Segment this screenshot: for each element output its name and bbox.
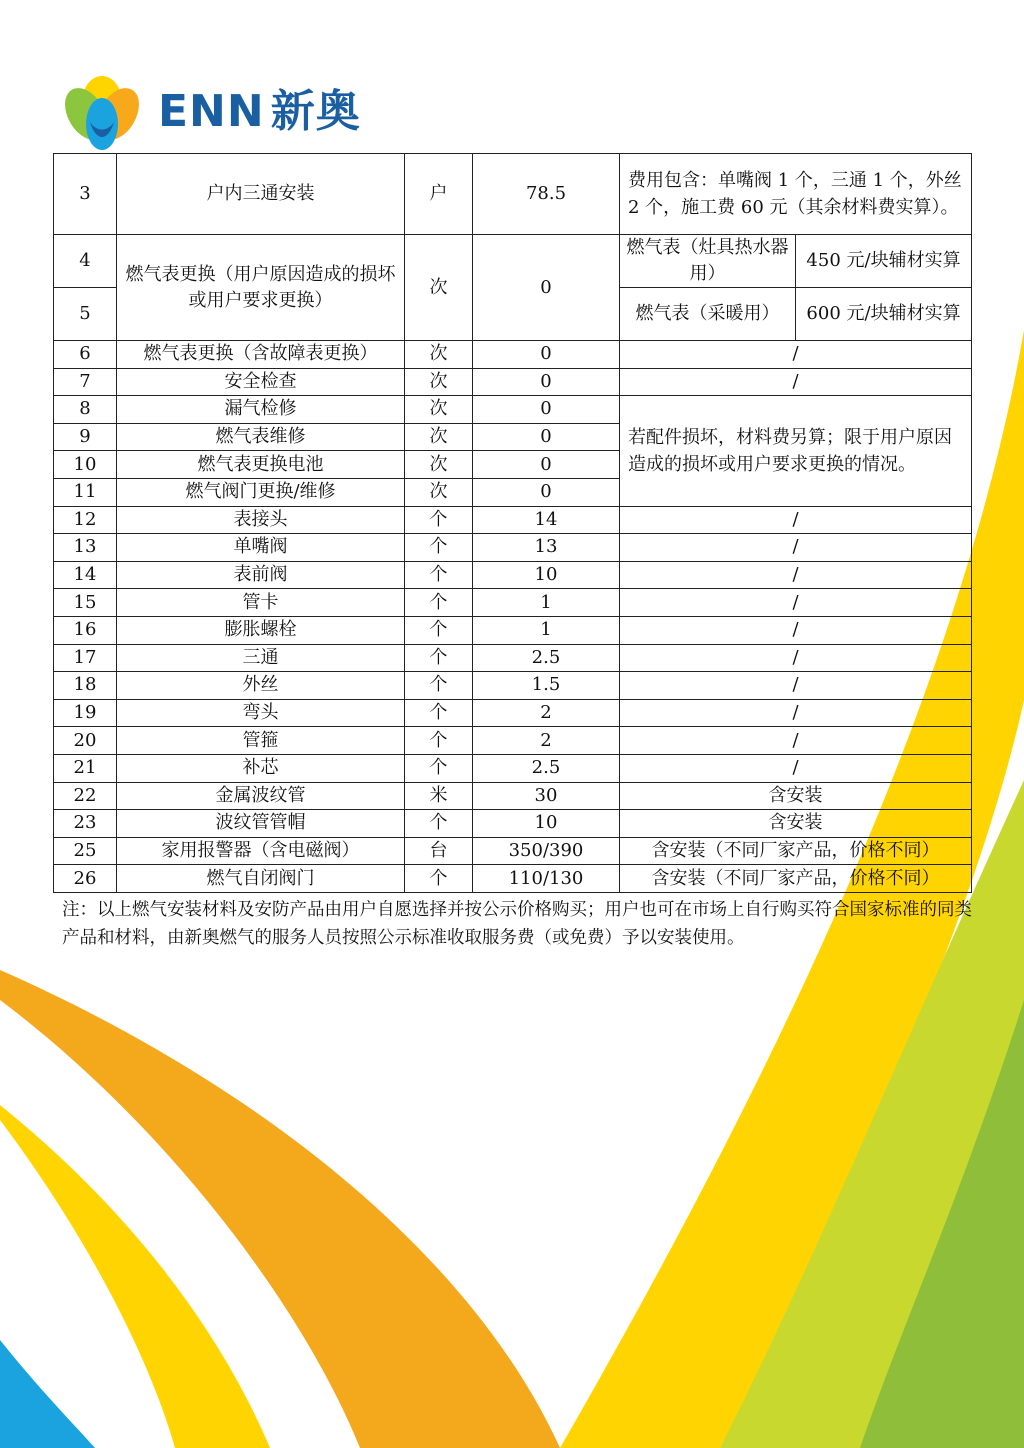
- row-no: 13: [54, 534, 117, 562]
- table-row: [54, 727, 972, 755]
- row-unit: 个: [405, 589, 473, 617]
- row-name: 管箍: [117, 727, 405, 755]
- row-name: 燃气表更换（含故障表更换）: [117, 341, 405, 369]
- row-note: /: [620, 644, 972, 672]
- row-price: 0: [473, 341, 620, 369]
- row-unit: 个: [405, 672, 473, 700]
- row-name: 燃气表更换（用户原因造成的损坏或用户要求更换）: [117, 235, 405, 341]
- row-no: 14: [54, 561, 117, 589]
- row-price: 13: [473, 534, 620, 562]
- row-no: 10: [54, 451, 117, 479]
- row-unit: 次: [405, 423, 473, 451]
- table-row: [54, 341, 972, 369]
- row-name: 家用报警器（含电磁阀）: [117, 837, 405, 865]
- table-row: [54, 589, 972, 617]
- row-unit: 个: [405, 810, 473, 838]
- row-unit: 次: [405, 451, 473, 479]
- row-name: 波纹管管帽: [117, 810, 405, 838]
- table-row: [54, 837, 972, 865]
- row-note: /: [620, 754, 972, 782]
- row-name: 表接头: [117, 506, 405, 534]
- row-no: 23: [54, 810, 117, 838]
- row-price: 0: [473, 423, 620, 451]
- row-no: 12: [54, 506, 117, 534]
- row-price: 1: [473, 616, 620, 644]
- row-unit: 个: [405, 644, 473, 672]
- row-name: 表前阀: [117, 561, 405, 589]
- row-no: 25: [54, 837, 117, 865]
- table-row: [54, 810, 972, 838]
- row-price: 1.5: [473, 672, 620, 700]
- row-unit: 次: [405, 478, 473, 506]
- table-row: [54, 616, 972, 644]
- row-name: 燃气表维修: [117, 423, 405, 451]
- row-price: 30: [473, 782, 620, 810]
- row-unit: 个: [405, 534, 473, 562]
- row-price: 10: [473, 561, 620, 589]
- table-row: [54, 396, 972, 424]
- row-note: /: [620, 368, 972, 396]
- row-note-meter: 燃气表（灶具热水器用）: [620, 235, 796, 288]
- row-note: 含安装（不同厂家产品，价格不同）: [620, 837, 972, 865]
- table-row: [54, 154, 972, 235]
- row-note: /: [620, 561, 972, 589]
- table-row: [54, 561, 972, 589]
- row-unit: 次: [405, 396, 473, 424]
- row-note: /: [620, 672, 972, 700]
- row-no: 6: [54, 341, 117, 369]
- row-no: 15: [54, 589, 117, 617]
- row-no: 21: [54, 754, 117, 782]
- table-row: [54, 644, 972, 672]
- row-name: 漏气检修: [117, 396, 405, 424]
- row-no: 26: [54, 865, 117, 893]
- row-no: 5: [54, 288, 117, 341]
- row-unit: 个: [405, 727, 473, 755]
- row-name: 燃气自闭阀门: [117, 865, 405, 893]
- row-price: 14: [473, 506, 620, 534]
- row-price: 0: [473, 235, 620, 341]
- row-price: 2: [473, 727, 620, 755]
- row-price: 110/130: [473, 865, 620, 893]
- table-row: [54, 534, 972, 562]
- row-price: 2.5: [473, 754, 620, 782]
- row-no: 18: [54, 672, 117, 700]
- row-unit: 次: [405, 368, 473, 396]
- row-name: 燃气表更换电池: [117, 451, 405, 479]
- row-price: 0: [473, 396, 620, 424]
- row-unit: 个: [405, 616, 473, 644]
- table-row: [54, 699, 972, 727]
- row-no: 20: [54, 727, 117, 755]
- row-unit: 个: [405, 506, 473, 534]
- row-name: 燃气阀门更换/维修: [117, 478, 405, 506]
- row-note: /: [620, 589, 972, 617]
- row-unit: 个: [405, 699, 473, 727]
- row-note: /: [620, 534, 972, 562]
- row-name: 补芯: [117, 754, 405, 782]
- row-no: 17: [54, 644, 117, 672]
- row-price: 0: [473, 368, 620, 396]
- row-unit: 户: [405, 154, 473, 235]
- row-note: 若配件损坏，材料费另算；限于用户原因造成的损坏或用户要求更换的情况。: [620, 396, 972, 506]
- row-note-price: 450 元/块辅材实算: [796, 235, 972, 288]
- table-row: [54, 865, 972, 893]
- row-note: /: [620, 341, 972, 369]
- row-price: 1: [473, 589, 620, 617]
- row-note: /: [620, 506, 972, 534]
- row-note: 费用包含：单嘴阀 1 个，三通 1 个，外丝 2 个，施工费 60 元（其余材料费实算）。: [620, 154, 972, 235]
- logo-cn: 新奥: [270, 86, 361, 137]
- row-unit: 次: [405, 341, 473, 369]
- row-note-price: 600 元/块辅材实算: [796, 288, 972, 341]
- row-price: 78.5: [473, 154, 620, 235]
- row-no: 9: [54, 423, 117, 451]
- row-no: 4: [54, 235, 117, 288]
- row-name: 金属波纹管: [117, 782, 405, 810]
- brand-logo: [60, 72, 361, 152]
- row-name: 外丝: [117, 672, 405, 700]
- row-unit: 米: [405, 782, 473, 810]
- row-name: 弯头: [117, 699, 405, 727]
- row-name: 三通: [117, 644, 405, 672]
- row-no: 3: [54, 154, 117, 235]
- row-no: 22: [54, 782, 117, 810]
- row-unit: 台: [405, 837, 473, 865]
- table-row: [54, 506, 972, 534]
- enn-flower-icon: [60, 72, 144, 152]
- row-note: 含安装: [620, 810, 972, 838]
- footnote: 注：以上燃气安装材料及安防产品由用户自愿选择并按公示价格购买；用户也可在市场上自行购买符合国家标准的同类产品和材料，由新奥燃气的服务人员按照公示标准收取服务费（或免费）予以安装使用。: [62, 900, 972, 948]
- row-note-meter: 燃气表（采暖用）: [620, 288, 796, 341]
- row-name: 管卡: [117, 589, 405, 617]
- row-name: 单嘴阀: [117, 534, 405, 562]
- row-note: /: [620, 699, 972, 727]
- table-row: [54, 235, 972, 288]
- row-no: 19: [54, 699, 117, 727]
- row-price: 0: [473, 478, 620, 506]
- row-price: 350/390: [473, 837, 620, 865]
- price-table: [53, 153, 972, 893]
- row-price: 10: [473, 810, 620, 838]
- table-row: [54, 754, 972, 782]
- row-note: 含安装（不同厂家产品，价格不同）: [620, 865, 972, 893]
- table-row: [54, 368, 972, 396]
- row-no: 7: [54, 368, 117, 396]
- row-note: /: [620, 727, 972, 755]
- row-name: 膨胀螺栓: [117, 616, 405, 644]
- row-no: 8: [54, 396, 117, 424]
- row-price: 0: [473, 451, 620, 479]
- row-unit: 个: [405, 865, 473, 893]
- row-unit: 个: [405, 754, 473, 782]
- table-row: [54, 782, 972, 810]
- logo-en: ENN: [158, 86, 265, 137]
- row-name: 户内三通安装: [117, 154, 405, 235]
- row-name: 安全检查: [117, 368, 405, 396]
- table-row: [54, 672, 972, 700]
- row-note: 含安装: [620, 782, 972, 810]
- row-note: /: [620, 616, 972, 644]
- row-price: 2: [473, 699, 620, 727]
- row-no: 16: [54, 616, 117, 644]
- row-unit: 次: [405, 235, 473, 341]
- row-unit: 个: [405, 561, 473, 589]
- row-price: 2.5: [473, 644, 620, 672]
- row-no: 11: [54, 478, 117, 506]
